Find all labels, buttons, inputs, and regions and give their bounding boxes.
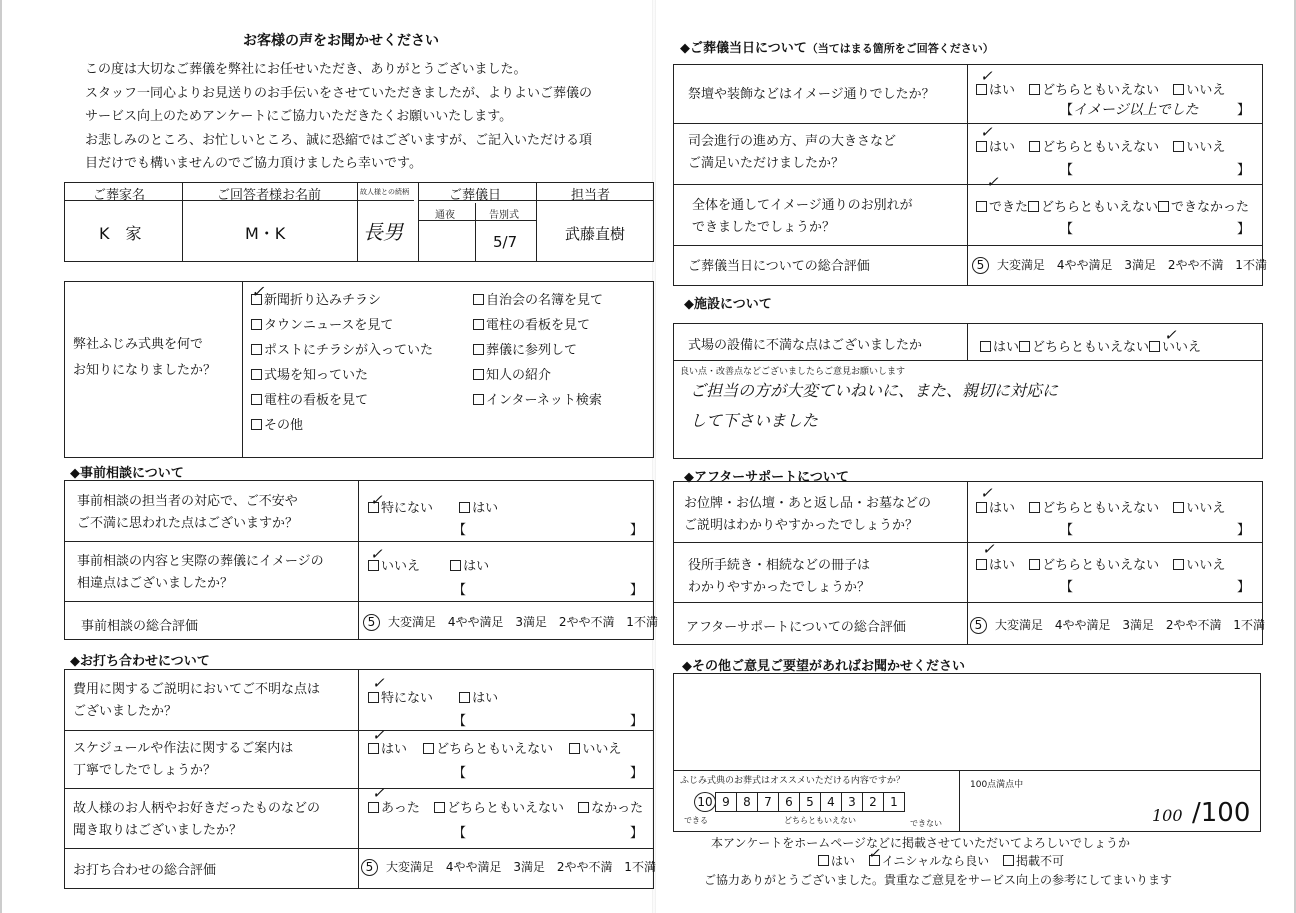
publish-question: 本アンケートをホームページなどに掲載させていただいてよろしいでしょうか <box>711 836 1131 850</box>
comment-line: ご担当の方が大変ていねいに、また、親切に対応に <box>690 381 1059 400</box>
family-header: ご葬家名 <box>93 188 146 203</box>
meeting-q3 <box>73 798 320 842</box>
scale-cannot: できない <box>910 819 942 828</box>
q-line: わかりやすかったでしょうか？ <box>688 580 871 595</box>
prior-q2 <box>77 551 324 595</box>
option-attended[interactable]: 葬儀に参列して <box>473 338 603 363</box>
check-mark: ✓ <box>980 67 993 85</box>
score-box[interactable]: 5 <box>799 792 821 812</box>
points-label: 100点満点中 <box>970 780 1024 790</box>
q-line: スケジュールや作法に関するご案内は <box>73 741 294 756</box>
dayof-heading-text: ◆ご葬儀当日について <box>680 41 807 56</box>
option-neighborhood[interactable]: 自治会の名簿を見て <box>473 288 603 313</box>
funeral-value: 5/7 <box>493 233 518 251</box>
check-mark: ✓ <box>980 484 993 502</box>
meeting-q3-options[interactable]: あった どちらともいえない なかった <box>368 797 643 816</box>
q-line: 事前相談の担当者の対応で、ご不安や <box>77 494 298 509</box>
score-box[interactable]: 10 <box>694 792 716 812</box>
survey-title: お客様の声をお聞かせください <box>243 33 439 49</box>
check-mark: ✓ <box>372 674 385 692</box>
option-other[interactable]: その他 <box>251 413 433 438</box>
prior-heading: ◆事前相談について <box>70 466 184 481</box>
source-right-options <box>473 288 603 413</box>
prior-rating-scale[interactable]: 5 大変満足 4やや満足 3満足 2やや不満 1不満 <box>363 613 666 631</box>
scale-neutral: どちらともいえない <box>784 816 856 825</box>
dayof-q3-options[interactable]: できた どちらともいえない できなかった <box>976 196 1249 215</box>
prior-q1-comment[interactable]: 【 】 <box>453 523 643 538</box>
date-header: ご葬儀日 <box>449 188 502 203</box>
option-post-flyer[interactable]: ポストにチラシが入っていた <box>251 338 433 363</box>
option-referral[interactable]: 知人の紹介 <box>473 363 603 388</box>
check-mark: ✓ <box>370 545 383 563</box>
score-box[interactable]: 1 <box>883 792 905 812</box>
meeting-q2-options[interactable]: はい どちらともいえない いいえ <box>368 738 621 757</box>
funeral-header: 告別式 <box>489 210 519 221</box>
source-box <box>64 281 654 458</box>
score-box[interactable]: 8 <box>736 792 758 812</box>
check-mark: ✓ <box>868 846 880 862</box>
check-mark: ✓ <box>986 173 999 191</box>
dayof-q2 <box>688 131 896 175</box>
q-line: 相違点はございましたか？ <box>77 576 234 591</box>
prior-q3: 事前相談の総合評価 <box>81 619 199 634</box>
other-box[interactable] <box>673 673 1261 832</box>
after-q1 <box>684 493 931 537</box>
meeting-q4: お打ち合わせの総合評価 <box>73 863 217 878</box>
option-venue[interactable]: 式場を知っていた <box>251 363 433 388</box>
prior-q2-comment[interactable]: 【 】 <box>453 583 643 598</box>
q-line: ご説明はわかりやすかったでしょうか？ <box>684 518 919 533</box>
points-total: /100 <box>1192 798 1251 828</box>
dayof-q1: 祭壇や装飾などはイメージ通りでしたか？ <box>688 87 935 102</box>
publish-options[interactable]: はい イニシャルなら良い 掲載不可 <box>818 852 1064 869</box>
dayof-q3 <box>692 195 913 239</box>
score-box[interactable]: 4 <box>820 792 842 812</box>
staff-header: 担当者 <box>571 188 611 203</box>
intro-line: お悲しみのところ、お忙しいところ、誠に恐縮ではございますが、ご記入いただける項 <box>85 132 593 148</box>
option-town-news[interactable]: タウンニュースを見て <box>251 313 433 338</box>
option-pole-sign[interactable]: 電柱の看板を見て <box>251 388 433 413</box>
check-mark: ✓ <box>982 540 995 558</box>
meeting-q1-comment[interactable]: 【 】 <box>453 714 643 729</box>
relation-header: 故人様との続柄 <box>360 188 409 196</box>
intro-line: この度は大切なご葬儀を弊社にお任せいただき、ありがとうございました。 <box>85 62 527 77</box>
option-pole-sign-2[interactable]: 電柱の看板を見て <box>473 313 603 338</box>
check-mark: ✓ <box>372 726 385 744</box>
after-rating-scale[interactable]: 5 大変満足 4やや満足 3満足 2やや不満 1不満 <box>970 616 1273 634</box>
points-value: 100 <box>1152 806 1183 825</box>
after-q2-comment[interactable]: 【 】 <box>1060 580 1250 595</box>
dayof-q1-comment[interactable]: 【イメージ以上でした 】 <box>1060 102 1250 118</box>
score-box[interactable]: 3 <box>841 792 863 812</box>
q-line: 全体を通してイメージ通りのお別れが <box>692 198 913 213</box>
score-box[interactable]: 7 <box>757 792 779 812</box>
after-table <box>673 481 1263 645</box>
meeting-rating-scale[interactable]: 5 大変満足 4やや満足 3満足 2やや不満 1不満 <box>361 858 664 876</box>
check-mark: ✓ <box>980 123 993 141</box>
comment-line: して下さいました <box>690 411 819 430</box>
meeting-heading: ◆お打ち合わせについて <box>70 654 210 669</box>
intro-text <box>85 58 592 176</box>
option-internet[interactable]: インターネット検索 <box>473 388 603 413</box>
q-line: ございましたか？ <box>73 704 178 719</box>
meeting-table <box>64 669 654 889</box>
wake-header: 通夜 <box>435 210 455 221</box>
after-q1-options[interactable]: はい どちらともいえない いいえ <box>976 497 1225 516</box>
prior-q2-options[interactable]: いいえ はい <box>368 555 489 574</box>
meeting-q3-comment[interactable]: 【 】 <box>453 826 643 841</box>
after-q1-comment[interactable]: 【 】 <box>1060 523 1250 538</box>
meeting-q2 <box>73 738 293 782</box>
facility-heading: ◆施設について <box>684 297 772 312</box>
prior-table <box>64 480 658 640</box>
thanks-text: ご協力ありがとうございました。貴重なご意見をサービス向上の参考にしてまいります <box>704 873 1173 887</box>
recommend-question: ふじみ式典のお葬式はオススメいただける内容ですか？ <box>680 776 905 786</box>
question-line: 弊社ふじみ式典を何で <box>73 337 204 352</box>
score-box[interactable]: 6 <box>778 792 800 812</box>
check-mark: ✓ <box>370 491 383 509</box>
respondent-header: ご回答者様お名前 <box>217 188 322 203</box>
q-line: 事前相談の内容と実際の葬儀にイメージの <box>77 554 324 569</box>
after-q3: アフターサポートについての総合評価 <box>686 620 906 635</box>
meeting-q1-options[interactable]: 特にない はい <box>368 687 498 706</box>
after-heading: ◆アフターサポートについて <box>684 470 849 485</box>
facility-q1: 式場の設備に不満な点はございましたか <box>688 338 923 353</box>
q-line: できましたでしょうか？ <box>692 220 836 235</box>
q-line: お位牌・お仏壇・あと返し品・お墓などの <box>684 496 932 511</box>
facility-q1-options[interactable]: はい どちらともいえない いいえ <box>980 336 1201 355</box>
dayof-rating-scale[interactable]: 5 大変満足 4やや満足 3満足 2やや不満 1不満 <box>972 256 1275 274</box>
facility-table <box>673 323 1263 459</box>
meeting-q1 <box>73 679 320 723</box>
q-line: 費用に関するご説明においてご不明な点は <box>73 682 321 697</box>
q-line: 丁寧でしたでしょうか？ <box>73 763 217 778</box>
dayof-q2-comment[interactable]: 【 】 <box>1060 163 1250 178</box>
dayof-heading <box>680 37 994 56</box>
prior-q1 <box>77 491 298 535</box>
q-line: ご不満に思われた点はございますか？ <box>77 516 299 531</box>
q-line: ご満足いただけましたか？ <box>688 156 845 171</box>
dayof-q2-options[interactable]: はい どちらともいえない いいえ <box>976 136 1225 155</box>
q-line: 司会進行の進め方、声の大きさなど <box>688 134 897 149</box>
intro-line: 目だけでも構いませんのでご協力頂けましたら幸いです。 <box>85 156 422 171</box>
other-heading: ◆その他ご意見ご要望があればお聞かせください <box>682 659 965 674</box>
question-line: お知りになりましたか？ <box>73 363 217 378</box>
check-mark: ✓ <box>1164 326 1177 344</box>
recommend-scores[interactable] <box>694 792 904 812</box>
q-line: 役所手続き・相続などの冊子は <box>688 558 871 573</box>
q-line: 故人様のお人柄やお好きだったものなどの <box>73 801 321 816</box>
prior-q1-options[interactable]: 特にない はい <box>368 497 498 516</box>
check-mark: ✓ <box>251 282 265 301</box>
intro-line: スタッフ一同心よりお見送りのお手伝いをさせていただきましたが、よりよいご葬儀の <box>85 85 593 101</box>
intro-line: サービス向上のためアンケートにご協力いただきたくお願いいたします。 <box>85 109 513 124</box>
after-q2-options[interactable]: はい どちらともいえない いいえ <box>976 554 1225 573</box>
score-box[interactable]: 9 <box>715 792 737 812</box>
source-question <box>73 332 216 384</box>
dayof-q1-options[interactable]: はい どちらともいえない いいえ <box>976 79 1225 98</box>
option-newspaper[interactable]: 新聞折り込みチラシ <box>251 288 433 313</box>
facility-comment <box>690 376 1058 436</box>
dayof-heading-note: （当てはまる箇所をご回答ください） <box>806 42 994 55</box>
dayof-q4: ご葬儀当日についての総合評価 <box>688 259 870 274</box>
check-mark: ✓ <box>372 784 385 802</box>
info-table <box>64 182 654 262</box>
dayof-q3-comment[interactable]: 【 】 <box>1060 222 1250 237</box>
respondent-value: M・K <box>245 224 286 243</box>
family-value: K 家 <box>99 224 142 243</box>
score-box[interactable]: 2 <box>862 792 884 812</box>
relation-value: 長男 <box>363 220 403 244</box>
source-left-options <box>251 288 433 438</box>
staff-value: 武藤直樹 <box>565 225 626 243</box>
meeting-q2-comment[interactable]: 【 】 <box>453 766 643 781</box>
facility-prompt: 良い点・改善点などございましたらご意見お願いします <box>680 367 906 377</box>
dayof-table <box>673 64 1267 286</box>
q-line: 聞き取りはございましたか？ <box>73 823 243 838</box>
scale-can: できる <box>684 816 708 825</box>
after-q2 <box>688 555 870 599</box>
